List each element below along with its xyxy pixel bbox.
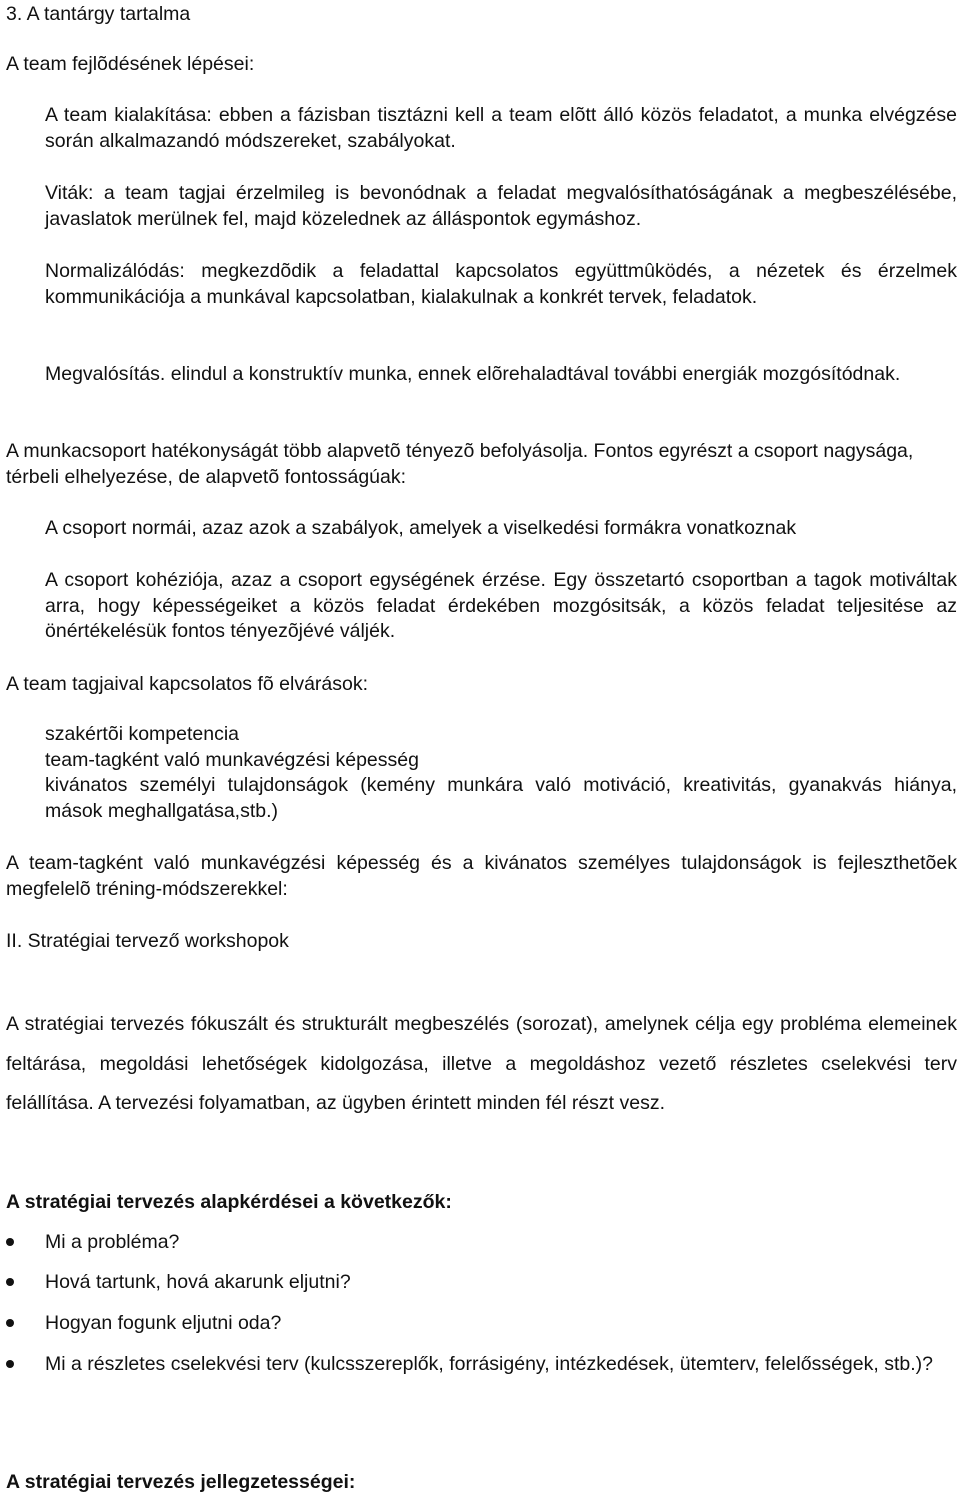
question-item: Mi a részletes cselekvési terv (kulcsszereplők, forrásigény, intézkedések, ütemterv, felelősségek, stb.)? [45,1353,933,1375]
expectation-item: team-tagként való munkavégzési képesség [45,749,419,771]
section-heading: 3. A tantárgy tartalma [6,3,191,25]
question-item: Hová tartunk, hová akarunk eljutni? [45,1271,351,1293]
team-steps-heading: A team fejlõdésének lépései: [6,53,255,75]
workshop-heading: II. Stratégiai tervező workshopok [6,930,289,952]
expectations-heading: A team tagjaival kapcsolatos fõ elvárások: [6,673,369,695]
features-heading: A stratégiai tervezés jellegzetességei: [6,1471,356,1493]
bullet-icon [6,1360,14,1368]
group-cohesion: A csoport kohéziója, azaz a csoport egységének érzése. Egy összetartó csoportban a tagok motiváltak arra, hogy képességeiket a közös feladat érdekében mozgósitsák, a közös feladat teljesitése az önértékelésük fontos tényezõjévé váljék. [45,569,957,642]
step-performing: Megvalósítás. elindul a konstruktív munka, ennek elõrehaladtával további energiák mozgósítódnak. [45,363,901,385]
workshop-description: A stratégiai tervezés fókuszált és strukturált megbeszélés (sorozat), amelynek célja egy probléma elemeinek feltárása, megoldási lehetőségek kidolgozása, illetve a megoldáshoz vezető részletes cselekvési terv felállítása. A tervezési folyamatban, az ügyben érintett minden fél részt vesz. [6,1013,957,1114]
bullet-icon [6,1319,14,1327]
bullet-icon [6,1278,14,1286]
group-norms: A csoport normái, azaz azok a szabályok, amelyek a viselkedési formákra vonatkoznak [45,517,797,539]
step-storming: Viták: a team tagjai érzelmileg is bevonódnak a feladat megvalósíthatóságának a megbeszélésébe, javaslatok merülnek fel, majd közelednek az álláspontok egymáshoz. [45,182,957,230]
step-norming: Normalizálódás: megkezdõdik a feladattal kapcsolatos együttmûködés, a nézetek és érzelmek kommunikációja a munkával kapcsolatban, kialakulnak a konkrét tervek, feladatok. [45,260,957,308]
expectations-closing: A team-tagként való munkavégzési képesség és a kivánatos személyes tulajdonságok is fejleszthetõek megfelelõ tréning-módszerekkel: [6,852,957,900]
expectation-item: szakértõi kompetencia [45,723,240,745]
effectiveness-intro: A munkacsoport hatékonyságát több alapvetõ tényezõ befolyásolja. Fontos egyrészt a csoport nagysága, térbeli elhelyezése, de alapvetõ fontosságúak: [6,440,914,488]
questions-heading: A stratégiai tervezés alapkérdései a következők: [6,1191,452,1213]
expectation-item: kivánatos személyi tulajdonságok (kemény munkára való motiváció, kreativitás, gyanakvás hiánya, mások meghallgatása,stb.) [45,774,957,822]
question-item: Hogyan fogunk eljutni oda? [45,1312,282,1334]
question-item: Mi a probléma? [45,1231,180,1253]
bullet-icon [6,1238,14,1246]
step-formation: A team kialakítása: ebben a fázisban tisztázni kell a team elõtt álló közös feladatot, a munka elvégzése során alkalmazandó módszereket, szabályokat. [45,104,957,152]
